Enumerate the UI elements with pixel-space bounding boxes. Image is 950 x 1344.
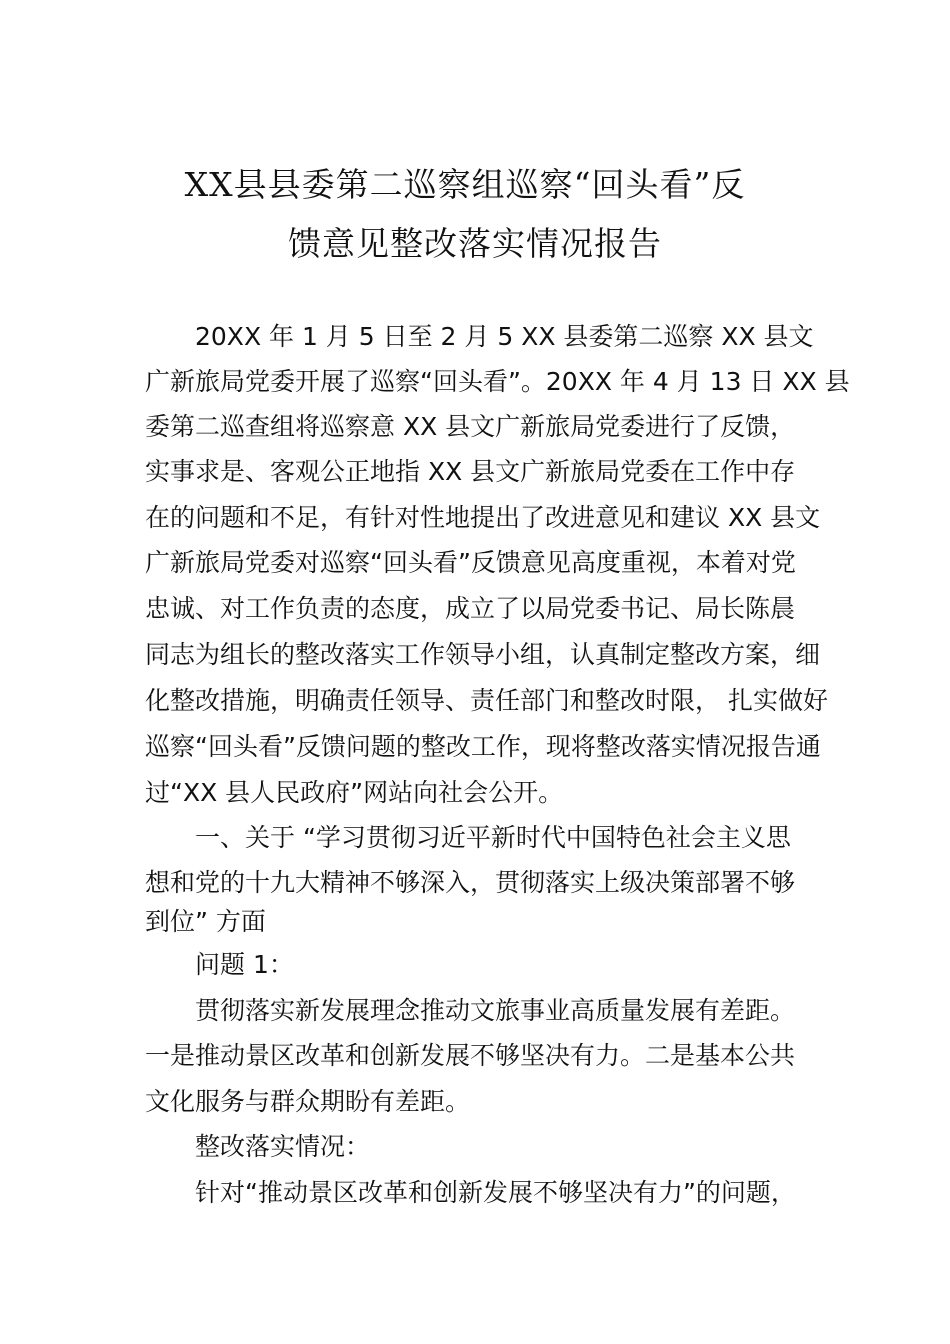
paragraph-line: 委第二巡查组将巡察意 XX 县文广新旅局党委进行了反馈， bbox=[145, 412, 796, 441]
document-title-line-2: 馈意见整改落实情况报告 bbox=[288, 224, 662, 263]
problem-line: 文化服务与群众期盼有差距。 bbox=[145, 1087, 471, 1116]
section-heading-line: 到位” 方面 bbox=[145, 907, 266, 936]
paragraph-line: 化整改措施，明确责任领导、责任部门和整改时限， 扎实做好 bbox=[145, 686, 828, 715]
paragraph-line: 实事求是、客观公正地指 XX 县文广新旅局党委在工作中存 bbox=[145, 457, 796, 486]
paragraph-line: 同志为组长的整改落实工作领导小组，认真制定整改方案，细 bbox=[145, 640, 821, 669]
problem-label: 问题 1： bbox=[195, 950, 294, 979]
paragraph-line: 20XX 年 1 月 5 日至 2 月 5 XX 县委第二巡察 XX 县文 bbox=[195, 322, 814, 351]
problem-line: 一是推动景区改革和创新发展不够坚决有力。二是基本公共 bbox=[145, 1041, 796, 1070]
section-heading-line: 想和党的十九大精神不够深入，贯彻落实上级决策部署不够 bbox=[145, 868, 796, 897]
rectification-label: 整改落实情况： bbox=[195, 1132, 371, 1161]
paragraph-line: 过“XX 县人民政府”网站向社会公开。 bbox=[145, 778, 564, 807]
paragraph-line: 在的问题和不足，有针对性地提出了改进意见和建议 XX 县文 bbox=[145, 503, 821, 532]
paragraph-line: 忠诚、对工作负责的态度，成立了以局党委书记、局长陈晨 bbox=[145, 594, 796, 623]
problem-line: 贯彻落实新发展理念推动文旅事业高质量发展有差距。 bbox=[195, 996, 796, 1025]
section-heading-line: 一、关于 “学习贯彻习近平新时代中国特色社会主义思 bbox=[195, 823, 791, 852]
paragraph-line: 广新旅局党委开展了巡察“回头看”。20XX 年 4 月 13 日 XX 县 bbox=[145, 367, 850, 396]
rectification-line: 针对“推动景区改革和创新发展不够坚决有力”的问题， bbox=[195, 1178, 796, 1207]
paragraph-line: 巡察“回头看”反馈问题的整改工作，现将整改落实情况报告通 bbox=[145, 732, 821, 761]
document-title-line-1: XX县县委第二巡察组巡察“回头看”反 bbox=[184, 165, 746, 204]
paragraph-line: 广新旅局党委对巡察“回头看”反馈意见高度重视，本着对党 bbox=[145, 548, 796, 577]
